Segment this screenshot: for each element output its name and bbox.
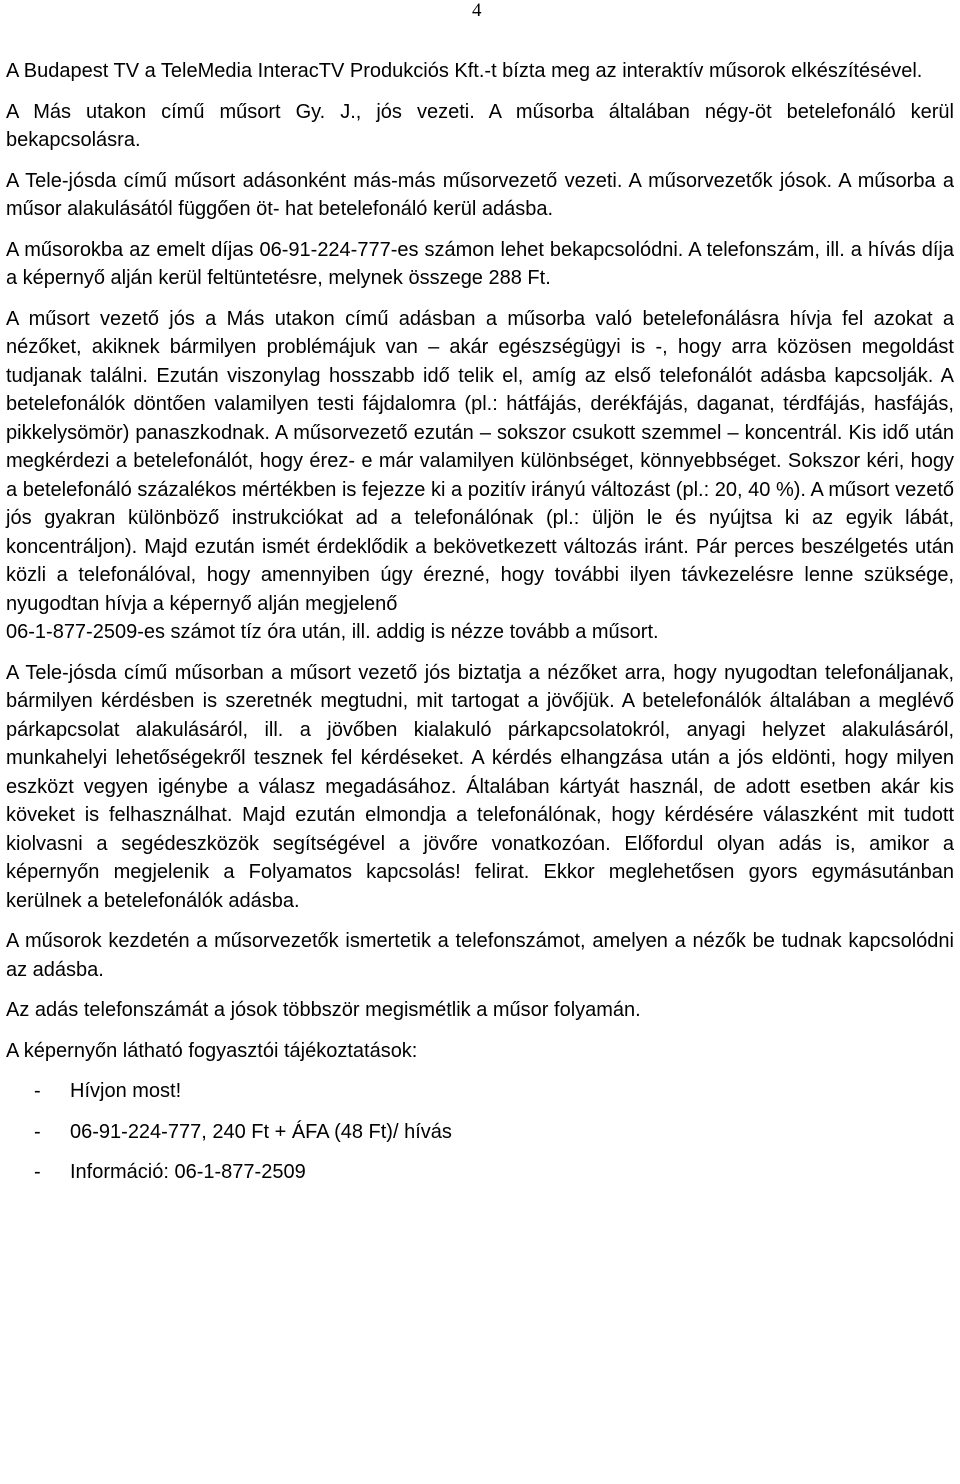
list-dash: - xyxy=(34,1120,41,1143)
paragraph: A Más utakon című műsort Gy. J., jós vezeti. A műsorba általában négy-öt betelefonáló kerül bekapcsolásra. xyxy=(6,100,954,151)
list-item xyxy=(6,1118,954,1147)
document-body xyxy=(6,57,954,1199)
paragraph: A Tele-jósda című műsorban a műsort vezető jós biztatja a nézőket arra, hogy nyugodtan telefonáljanak, bármilyen kérdésben is szeretnék megtudni, mit tartogat a jövőjük. A betelefonálók általában a meglévő párkapcsolat alakulásáról, ill. a jövőben kialakuló párkapcsolatokról, anyagi helyzet alakulásáról, munkahelyi lehetőségekről tesznek fel kérdéseket. A kérdés elhangzása után a jós eldönti, hogy milyen eszközt vegyen igénybe a válasz megadásához. Általában kártyát használ, de adott esetben akár kis köveket is felhasználhat. Majd ezután elmondja a telefonálónak, hogy kérdésére válaszként mit tudott kiolvasni a segédeszközök segítségével a jövőre vonatkozóan. Előfordul olyan adás is, amikor a képernyőn megjelenik a Folyamatos kapcsolás! felirat. Ekkor meglehetősen gyors egymásutánban kerülnek a betelefonálók adásba. xyxy=(6,661,954,912)
list-item-text: Információ: 06-1-877-2509 xyxy=(70,1161,306,1183)
paragraph: A műsort vezető jós a Más utakon című adásban a műsorba való betelefonálásra hívja fel azokat a nézőket, akiknek bármilyen problémájuk van – akár egészségügyi is -, hogy arra közösen megoldást tudjanak találni. Ezután viszonylag hosszabb idő telik el, amíg az első telefonálót adásba kapcsolják. A betelefonálók döntően valamilyen testi fájdalomra (pl.: hátfájás, derékfájás, daganat, térdfájás, hasfájás, pikkelysömör) panaszkodnak. A műsorvezető ezután – sokszor csukott szemmel – koncentrál. Kis idő után megkérdezi a betelefonálót, hogy érez- e már valamilyen különbséget, könnyebbséget. Sokszor kéri, hogy a betelefonáló százalékos mértékben is fejezze ki a pozitív irányú változást (pl.: 20, 40 %). A műsort vezető jós gyakran különböző instrukciókat ad a telefonálónak (pl.: üljön le és nyújtsa ki az egyik lábát, koncentráljon). Majd ezután ismét érdeklődik a bekövetkezett változás iránt. Pár perces beszélgetés után közli a telefonálóval, hogy amennyiben úgy érezné, hogy további ilyen távkezelésre lenne szüksége, nyugodtan hívja a képernyő alján megjelenő xyxy=(6,307,954,615)
paragraph: A Budapest TV a TeleMedia InteracTV Produkciós Kft.-t bízta meg az interaktív műsorok elkészítésével. xyxy=(6,60,923,82)
consumer-info-list xyxy=(6,1077,954,1187)
list-item-text: Hívjon most! xyxy=(70,1080,182,1102)
list-dash: - xyxy=(34,1161,41,1183)
paragraph: A Tele-jósda című műsort adásonként más-más műsorvezető vezeti. A műsorvezetők jósok. A műsorba a műsor alakulásától függően öt- hat betelefonáló kerül adásba. xyxy=(6,169,954,220)
paragraph: A képernyőn látható fogyasztói tájékoztatások: xyxy=(6,1039,418,1062)
list-item-text: 06-91-224-777, 240 Ft + ÁFA (48 Ft)/ hívás xyxy=(70,1120,452,1143)
list-item xyxy=(6,1158,954,1187)
paragraph: Az adás telefonszámát a jósok többször megismétlik a műsor folyamán. xyxy=(6,999,641,1021)
list-dash: - xyxy=(34,1080,41,1102)
paragraph: 06-1-877-2509-es számot tíz óra után, ill. addig is nézze tovább a műsort. xyxy=(6,621,659,643)
list-item xyxy=(6,1077,954,1106)
paragraph: A műsorokba az emelt díjas 06-91-224-777-es számon lehet bekapcsolódni. A telefonszám, ill. a hívás díja a képernyő alján kerül feltüntetésre, melynek összege 288 Ft. xyxy=(6,238,954,289)
page-number: 4 xyxy=(472,0,482,21)
paragraph: A műsorok kezdetén a műsorvezetők ismertetik a telefonszámot, amelyen a nézők be tudnak kapcsolódni az adásba. xyxy=(6,930,954,981)
